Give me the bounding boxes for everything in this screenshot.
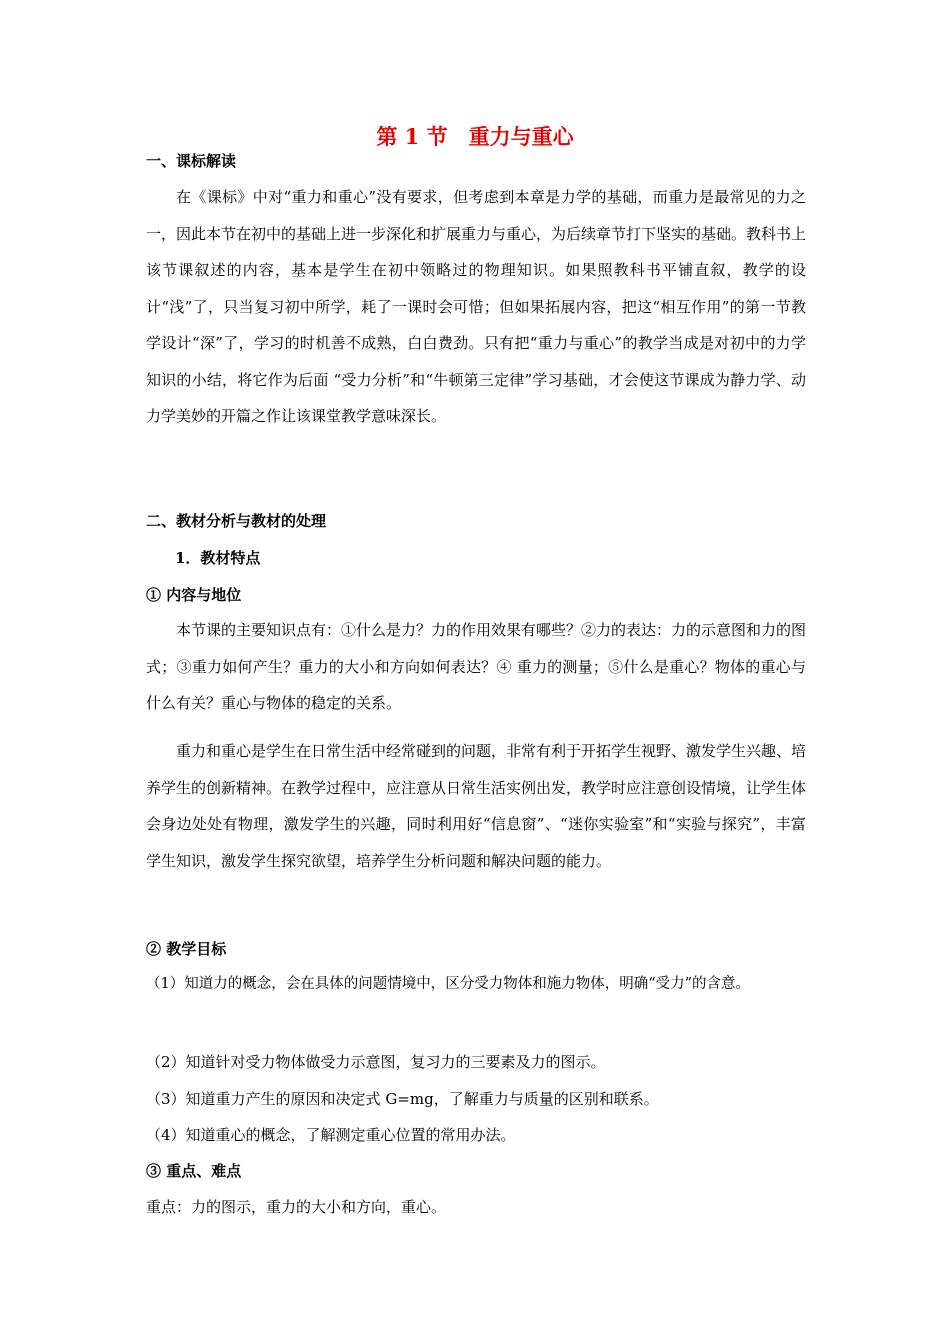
interest-paragraph: 重力和重心是学生在日常生活中经常碰到的问题，非常有利于开拓学生视野、激发学生兴趣、培养学生的创新精神。在教学过程中，应注意从日常生活实例出发，教学时应注意创设情境，让学生体会身边处处有物理，激发学生的兴趣，同时利用好“信息窗”、“迷你实验室”和“实验与探究”，丰富学生知识，激发学生探究欲望，培养学生分析问题和解决问题的能力。 <box>146 742 807 870</box>
subheading-key-points: ③ 重点、难点 <box>146 1162 242 1180</box>
subheading-content-position: ① 内容与地位 <box>146 586 242 604</box>
goal-item-2: （2）知道针对受力物体做受力示意图，复习力的三要素及力的图示。 <box>146 1053 606 1071</box>
goal-item-1: （1）知道力的概念，会在具体的问题情境中，区分受力物体和施力物体，明确“受力”的含意。 <box>146 976 751 992</box>
page-title: 第 1 节 重力与重心 <box>376 124 574 149</box>
content-paragraph: 本节课的主要知识点有：①什么是力？力的作用效果有哪些？②力的表达：力的示意图和力的图式；③重力如何产生？重力的大小和方向如何表达？④ 重力的测量；⑤什么是重心？物体的重心与什么有关？重心与物体的稳定的关系。 <box>146 621 807 712</box>
subheading-goals: ② 教学目标 <box>146 940 227 958</box>
section-heading-materials: 二、教材分析与教材的处理 <box>146 512 327 530</box>
section-heading-curriculum: 一、课标解读 <box>146 152 237 170</box>
goal-item-4: （4）知道重心的概念，了解测定重心位置的常用办法。 <box>146 1126 516 1144</box>
subheading-features: 1．教材特点 <box>175 549 261 567</box>
curriculum-paragraph: 在《课标》中对“重力和重心”没有要求，但考虑到本章是力学的基础，而重力是最常见的力之一，因此本节在初中的基础上进一步深化和扩展重力与重心，为后续章节打下坚实的基础。教科书上该节课叙述的内容，基本是学生在初中领略过的物理知识。如果照教科书平铺直叙，教学的设计“浅”了，只当复习初中所学，耗了一课时会可惜；但如果拓展内容，把这“相互作用”的第一节教学设计“深”了，学习的时机善不成熟，白白费劲。只有把“重力与重心”的教学当成是对初中的力学知识的小结，将它作为后面 “受力分析”和“牛顿第三定律”学习基础，才会使这节课成为静力学、动力学美妙的开篇之作让该课堂教学意味深长。 <box>146 188 807 425</box>
goal-item-3: （3）知道重力产生的原因和决定式 G=mg，了解重力与质量的区别和联系。 <box>146 1090 659 1108</box>
key-points-text: 重点：力的图示，重力的大小和方向，重心。 <box>146 1198 447 1216</box>
